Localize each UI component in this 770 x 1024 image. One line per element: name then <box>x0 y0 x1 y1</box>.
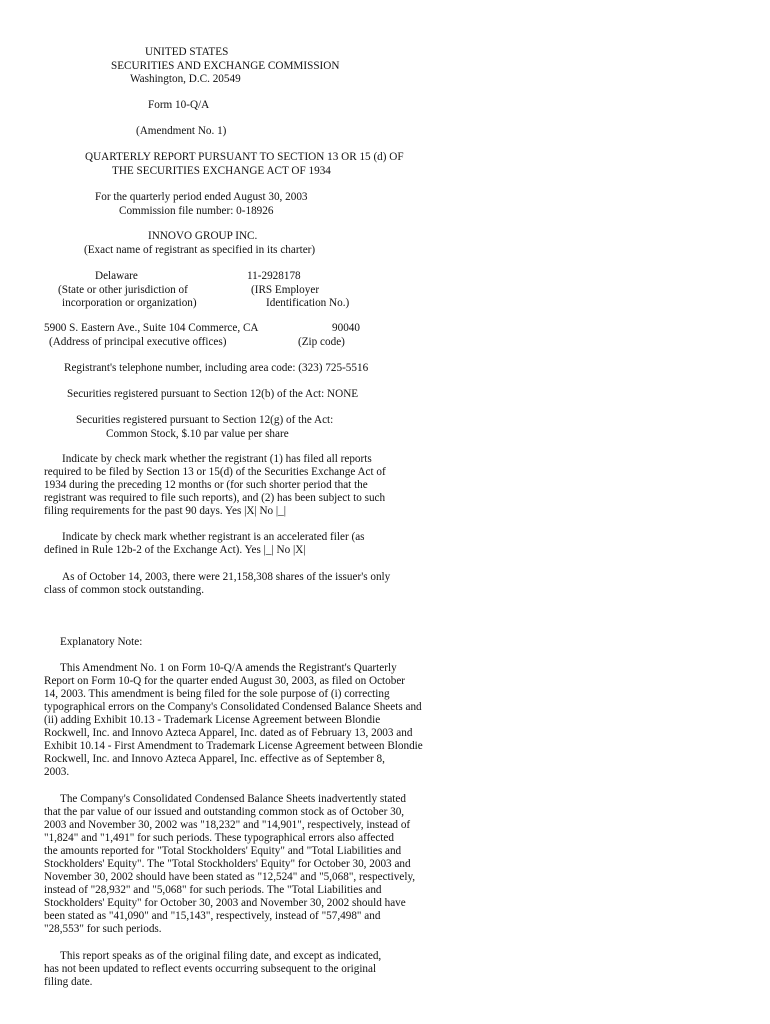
check1-line: Indicate by check mark whether the registrant (1) has filed all reports <box>62 453 372 465</box>
irs-employer-id: 11-2928178 <box>247 270 301 282</box>
shares-line: class of common stock outstanding. <box>44 584 205 596</box>
para1-line: 2003. <box>44 766 70 778</box>
para2-line: Stockholders' Equity". The "Total Stockholders' Equity" for October 30, 2003 and <box>44 858 411 870</box>
section-12b-line: Securities registered pursuant to Section 12(b) of the Act: NONE <box>67 388 359 400</box>
ein-label-line1: (IRS Employer <box>251 284 320 296</box>
para2-line: instead of "28,932" and "5,068" for such periods. The "Total Liabilities and <box>44 884 382 896</box>
explanatory-note-title: Explanatory Note: <box>60 636 143 648</box>
shares-line: As of October 14, 2003, there were 21,158,308 shares of the issuer's only <box>62 571 391 583</box>
ein-label-line2: Identification No.) <box>266 297 350 309</box>
para3-line: This report speaks as of the original filing date, and except as indicated, <box>60 950 382 962</box>
para2-line: 2003 and November 30, 2002 was "18,232" and "14,901", respectively, instead of <box>44 819 411 831</box>
company-name: INNOVO GROUP INC. <box>148 230 258 242</box>
header-city: Washington, D.C. 20549 <box>130 73 241 85</box>
check1-line: 1934 during the preceding 12 months or (for such shorter period that the <box>44 479 368 491</box>
check1-line: registrant was required to file such reports), and (2) has been subject to such <box>44 492 386 504</box>
section-12g-line1: Securities registered pursuant to Section 12(g) of the Act: <box>76 414 334 426</box>
para2-line: that the par value of our issued and outstanding common stock as of October 30, <box>44 806 405 818</box>
para1-line: Rockwell, Inc. and Innovo Azteca Apparel, Inc. effective as of September 8, <box>44 753 385 765</box>
header-country: UNITED STATES <box>145 46 229 58</box>
para2-line: November 30, 2002 should have been stated as "12,524" and "5,068", respectively, <box>44 871 416 883</box>
address-label: (Address of principal executive offices) <box>49 336 227 348</box>
section-12g-line2: Common Stock, $.10 par value per share <box>106 428 289 440</box>
principal-address: 5900 S. Eastern Ave., Suite 104 Commerce, CA <box>44 322 259 334</box>
amendment-label: (Amendment No. 1) <box>136 125 227 137</box>
para2-line: "28,553" for such periods. <box>44 923 162 935</box>
para1-line: This Amendment No. 1 on Form 10-Q/A amends the Registrant's Quarterly <box>60 662 397 674</box>
report-title-line2: THE SECURITIES EXCHANGE ACT OF 1934 <box>112 165 331 177</box>
para1-line: Report on Form 10-Q for the quarter ended August 30, 2003, as filed on October <box>44 675 406 687</box>
para2-line: The Company's Consolidated Condensed Balance Sheets inadvertently stated <box>60 793 406 805</box>
para3-line: has not been updated to reflect events occurring subsequent to the original <box>44 963 377 975</box>
form-title: Form 10-Q/A <box>148 99 210 111</box>
para2-line: Stockholders' Equity" for October 30, 2003 and November 30, 2002 should have <box>44 897 406 909</box>
state-label-line2: incorporation or organization) <box>62 297 197 309</box>
check1-line: filing requirements for the past 90 days. Yes |X| No |_| <box>44 505 286 517</box>
para1-line: typographical errors on the Company's Consolidated Condensed Balance Sheets and <box>44 701 422 713</box>
para3-line: filing date. <box>44 976 93 988</box>
zip-code: 90040 <box>332 322 360 334</box>
check2-line: Indicate by check mark whether registrant is an accelerated filer (as <box>62 531 365 543</box>
check1-line: required to be filed by Section 13 or 15(d) of the Securities Exchange Act of <box>44 466 386 478</box>
report-title-line1: QUARTERLY REPORT PURSUANT TO SECTION 13 OR 15 (d) OF <box>85 151 404 163</box>
para1-line: (ii) adding Exhibit 10.13 - Trademark License Agreement between Blondie <box>44 714 381 726</box>
state-label-line1: (State or other jurisdiction of <box>58 284 188 296</box>
check2-line: defined in Rule 12b-2 of the Exchange Act). Yes |_| No |X| <box>44 544 306 556</box>
para1-line: Rockwell, Inc. and Innovo Azteca Apparel, Inc. dated as of February 13, 2003 and <box>44 727 413 739</box>
quarterly-period: For the quarterly period ended August 30, 2003 <box>95 191 308 203</box>
header-agency: SECURITIES AND EXCHANGE COMMISSION <box>111 60 340 72</box>
para2-line: been stated as "41,090" and "15,143", respectively, instead of "57,498" and <box>44 910 381 922</box>
state-of-incorporation: Delaware <box>95 270 138 282</box>
telephone-line: Registrant's telephone number, including area code: (323) 725-5516 <box>64 362 369 374</box>
para2-line: the amounts reported for "Total Stockholders' Equity" and "Total Liabilities and <box>44 845 402 857</box>
zip-label: (Zip code) <box>298 336 345 348</box>
para1-line: 14, 2003. This amendment is being filed for the sole purpose of (i) correcting <box>44 688 390 700</box>
para2-line: "1,824" and "1,491" for such periods. These typographical errors also affected <box>44 832 394 844</box>
company-name-note: (Exact name of registrant as specified in its charter) <box>84 244 316 256</box>
commission-file-number: Commission file number: 0-18926 <box>119 205 274 217</box>
para1-line: Exhibit 10.14 - First Amendment to Trademark License Agreement between Blondie <box>44 740 423 752</box>
